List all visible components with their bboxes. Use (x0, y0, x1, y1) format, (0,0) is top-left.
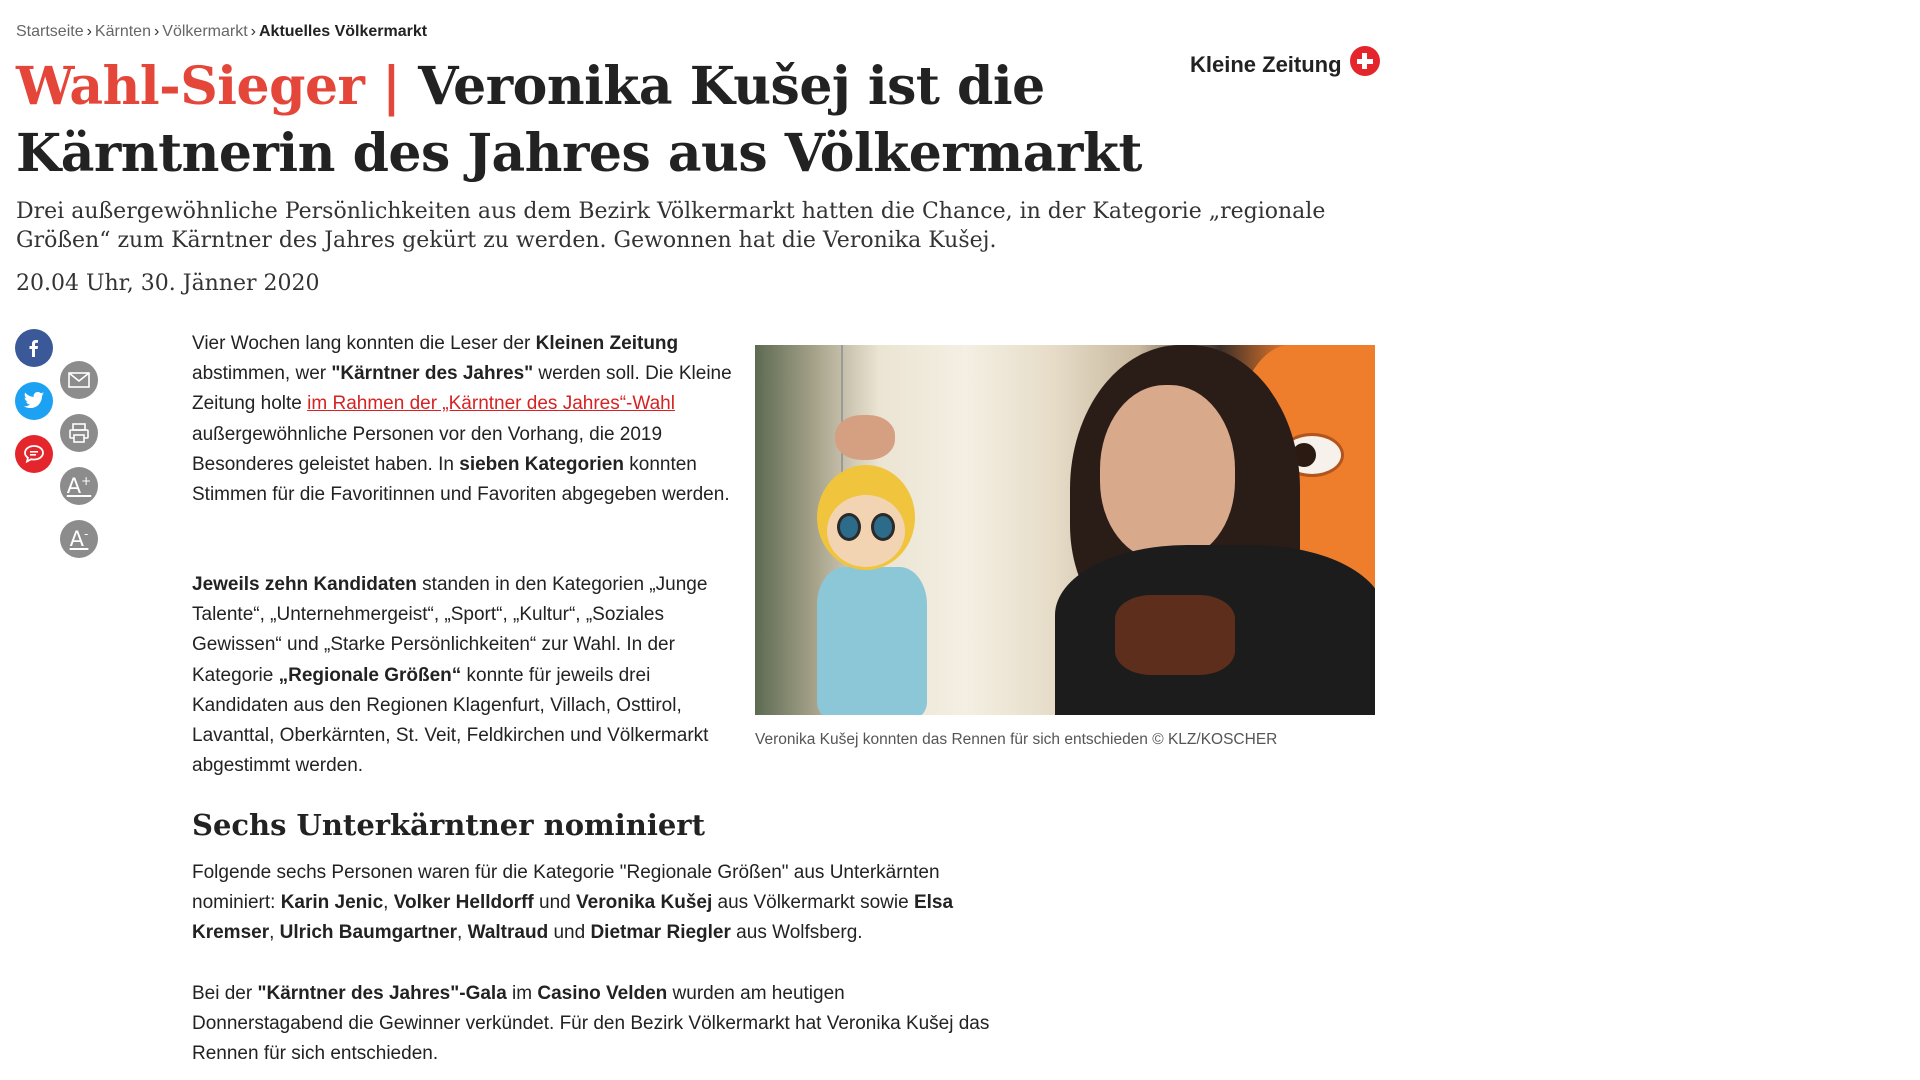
comments-icon (23, 444, 45, 464)
article-timestamp: 20.04 Uhr, 30. Jänner 2020 (16, 271, 320, 296)
breadcrumb-item-home[interactable]: Startseite (16, 23, 84, 40)
text-run: wurden am heutigen Donnerstagabend die Gewinner verkündet. Für den Bezirk Völkermarkt hat Veronika Kušej das Rennen für sich entschieden. (192, 983, 990, 1065)
font-decrease-button[interactable] (60, 520, 98, 558)
image-shirt-print (1115, 595, 1235, 675)
nominee-name: Volker Helldorff (393, 892, 534, 914)
article-lead: Drei außergewöhnliche Persönlichkeiten aus dem Bezirk Völkermarkt hatten die Chance, in der Kategorie „regionale Größen“ zum Kärntner des Jahres gekürt zu werden. Gewonnen hat die Veronika Kušej. (16, 199, 1326, 253)
bold-text: „Regionale Größen“ (278, 664, 462, 686)
article-paragraph (192, 570, 732, 781)
headline-title: Veronika Kušej ist die Kärntnerin des Jahres aus Völkermarkt (16, 56, 1142, 184)
facebook-icon (24, 338, 44, 358)
article-paragraph (192, 979, 992, 1070)
text-run: , (457, 922, 468, 944)
text-run: standen in den Kategorien „Junge Talente“, „Unternehmergeist“, „Sport“, „Kultur“, „Soziales Gewissen“ und „Starke Persönlichkeiten“ zur Wahl. In der Kategorie (192, 574, 708, 686)
nominee-name: Ulrich Baumgartner (279, 922, 458, 944)
text-run: konnten Stimmen für die Favoritinnen und Favoriten abgegeben werden. (192, 453, 730, 506)
font-increase-icon (67, 474, 91, 498)
bold-text: "Kärntner des Jahres" (331, 363, 534, 385)
facebook-share-button[interactable] (15, 329, 53, 367)
text-run: aus Wolfsberg. (730, 922, 863, 944)
bold-text: Jeweils zehn Kandidaten (192, 574, 417, 595)
breadcrumb-separator: › (86, 23, 92, 40)
text-run: abstimmen, wer (192, 363, 332, 385)
font-increase-letter: A (66, 474, 82, 498)
article-headline (16, 53, 1166, 187)
brand-logo[interactable] (1190, 44, 1380, 78)
font-increase-button[interactable] (60, 467, 98, 505)
text-run: konnte für jeweils drei Kandidaten aus den Regionen Klagenfurt, Villach, Osttirol, Lavanttal, Oberkärnten, St. Veit, Feldkirchen und Völkermarkt abgestimmt werden. (192, 664, 709, 777)
nominee-name: Waltraud (467, 922, 549, 944)
text-run: Folgende sechs Personen waren für die Kategorie "Regionale Größen" aus Unterkärnten nominiert: (192, 862, 940, 914)
text-run: Bei der (192, 983, 258, 1004)
image-marionette-body (817, 567, 927, 715)
print-icon (68, 422, 90, 444)
bold-text: sieben Kategorien (459, 453, 624, 475)
font-decrease-sign: - (84, 527, 89, 541)
email-icon (68, 372, 90, 388)
nominee-name: Veronika Kušej (576, 892, 713, 914)
breadcrumb-item-voelkermarkt[interactable]: Völkermarkt (162, 23, 248, 40)
image-person-face (1100, 385, 1235, 560)
brand-name: Kleine Zeitung (1190, 52, 1342, 77)
article-image[interactable] (755, 345, 1375, 715)
image-caption: Veronika Kušej konnten das Rennen für sich entschieden © KLZ/KOSCHER (755, 731, 1278, 748)
article-paragraph (192, 858, 992, 949)
headline-kicker-separator: | (364, 56, 419, 117)
text-run: Vier Wochen lang konnten die Leser der (192, 333, 536, 354)
headline-kicker: Wahl-Sieger (16, 56, 365, 117)
nominee-name: Karin Jenic (280, 892, 384, 914)
breadcrumb-separator: › (250, 23, 256, 40)
comments-button[interactable] (15, 435, 53, 473)
text-run: aus Völkermarkt sowie (712, 892, 914, 914)
breadcrumb-current: Aktuelles Völkermarkt (258, 23, 428, 40)
print-button[interactable] (60, 414, 98, 452)
bold-text: "Kärntner des Jahres"-Gala (257, 983, 507, 1004)
image-person-hand (835, 415, 895, 460)
twitter-icon (23, 391, 45, 411)
twitter-share-button[interactable] (15, 382, 53, 420)
text-run: außergewöhnliche Personen vor den Vorhang, die 2019 Besonderes geleistet haben. In (192, 423, 663, 475)
text-run: , (269, 922, 280, 944)
font-decrease-icon (70, 527, 89, 551)
font-decrease-letter: A (69, 527, 85, 551)
plus-icon (1350, 46, 1380, 76)
nominee-name: Elsa Kremser (192, 892, 954, 944)
article-paragraph (192, 329, 732, 510)
email-share-button[interactable] (60, 361, 98, 399)
nominee-name: Dietmar Riegler (590, 922, 731, 944)
text-run: und (533, 892, 577, 914)
breadcrumb-item-kaernten[interactable]: Kärnten (94, 23, 151, 40)
bold-text: Casino Velden (537, 983, 668, 1004)
article-subheading: Sechs Unterkärntner nominiert (192, 808, 705, 842)
text-run: werden soll. Die Kleine Zeitung holte (192, 363, 732, 415)
breadcrumb-separator: › (153, 23, 160, 40)
text-run: im (506, 983, 538, 1004)
text-run: und (548, 922, 591, 944)
image-marionette-eye (837, 513, 861, 541)
image-marionette-string (841, 345, 843, 475)
inline-link-kaerntner-des-jahres[interactable]: im Rahmen der „Kärntner des Jahres“-Wahl (307, 393, 675, 415)
text-run: , (383, 892, 394, 914)
breadcrumb (16, 23, 427, 41)
bold-text: Kleinen Zeitung (535, 333, 679, 354)
image-marionette-eye (871, 513, 895, 541)
font-increase-sign: + (81, 474, 92, 488)
